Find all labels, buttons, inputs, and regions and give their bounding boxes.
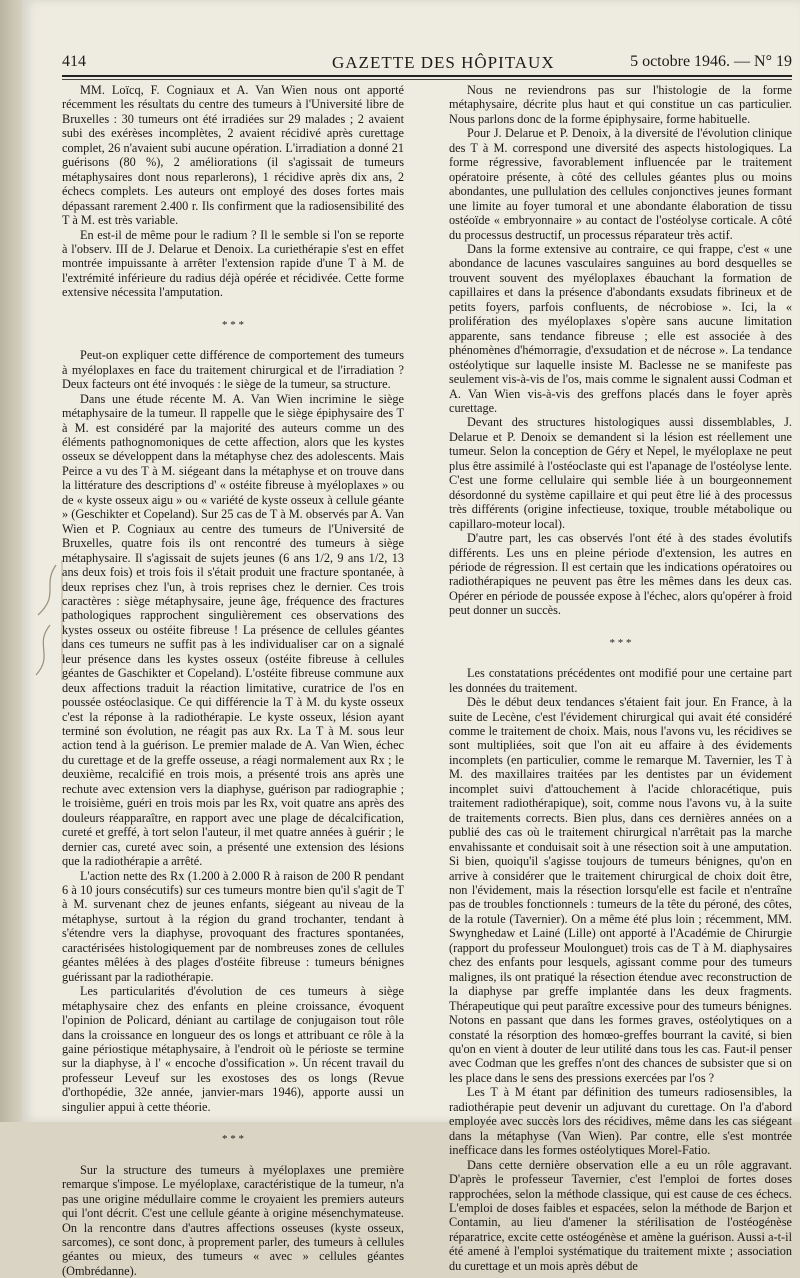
book-binding-shadow: [0, 0, 22, 1122]
paragraph: Dans une étude récente M. A. Van Wien incrimine le siège métaphysaire de la tumeur. Il rappelle que le siège épiphysaire des T à M. est considéré par la majorité des auteurs comme un des éléments pathognomoniques de cette affection, alors que les kystes osseux se développent dans la métaphyse chez des adolescents. Mais Peirce a vu des T à M. siégeant dans la métaphyse et on trouve dans la littérature des descriptions d' « ostéite fibreuse à myéloplaxes » ou de « kyste osseux aigu » ou « variété de kyste osseux à cellule géante » (Geschikter et Copeland). Sur 25 cas de T à M. observés par A. Van Wien et P. Cogniaux au centre des tumeurs de l'Université de Bruxelles, quatre fois ils ont rencontré des tumeurs à siège métaphysaire. Il s'agissait de sujets jeunes (6 ans 1/2, 9 ans 1/2, 13 ans deux fois) et trois fois il s'était produit une fracture spontanée, à deux reprises chez l'un, à trois reprises chez le dernier. Ces trois caractères : siège métaphysaire, jeune âge, fréquence des fractures pathologiques rapprochent singulièrement ces observations des kystes osseux ou ostéite fibreuse ! La présence de cellules géantes dans ces tumeurs ne suffit pas à les individualiser car on a signalé leur présence dans les kystes osseux (ostéite fibreuse à cellules géantes de Gaschikter et Copeland). L'ostéite fibreuse commune aux deux affections traduit la réaction limitative, curatrice de l'os en poussée ostéoclasique. Ce qui différencie la T à M. du kyste osseux c'est la réponse à la radiothérapie. Le kyste osseux, lésion ayant terminé son évolution, ne réagit pas aux Rx. La T à M. sous leur action tend à la guérison. Le premier malade de A. Van Wien, échec du curettage et de la greffe osseuse, a réagi normalement aux Rx ; le deuxième, recalcifié en trois mois, a présenté trois ans après une rechute avec extension vers la diaphyse, guérison par radiographie ; le troisième, guéri en trois mois par les Rx, voit quatre ans après des douleurs réapparaître, en rapport avec une plage de décalcification, cureté et greffé, à tort selon l'auteur, il met quatre années à guérir ; le dernier cas, cureté avec soin, a présenté une extension des lésions que la radiothérapie a arrêté.: [62, 391, 404, 869]
paragraph: D'autre part, les cas observés l'ont été à des stades évolutifs différents. Les uns en pleine période d'extension, les autres en période de régression. Il est certain que les indications opératoires ou radiothérapiques ne peuvent pas être les mêmes dans les deux cas. Opérer en période de poussée expose à l'échec, alors qu'opérer à froid peut donner un succès.: [449, 531, 792, 618]
paragraph: En est-il de même pour le radium ? Il le semble si l'on se reporte à l'observ. III de J. Delarue et Denoix. La curiethérapie s'est en effet montrée impuissante à arrêter l'extension rapide d'une T à M. de l'extrémité inférieure du radius déjà opérée et récidivée. Cette forme extensive nécessita l'amputation.: [62, 227, 404, 300]
paragraph: Nous ne reviendrons pas sur l'histologie de la forme métaphysaire, décrite plus haut et qui constitue un cas particulier. Nous parlons donc de la forme épiphysaire, forme habituelle.: [449, 83, 792, 126]
paragraph: Les particularités d'évolution de ces tumeurs à siège métaphysaire chez des enfants en pleine croissance, évoquent l'opinion de Policard, déniant au cartilage de conjugaison tout rôle dans la croissance en longueur des os longs et attribuant ce rôle à la gaine périostique métaphysaire, à l'endroit où le périoste se termine sur la diaphyse, à l' « encoche d'ossification ». Un récent travail du professeur Leveuf sur les exostoses des os longs (Revue d'orthopédie, 32e année, janvier-mars 1946), apporte aussi un singulier appui à cette théorie.: [62, 984, 404, 1114]
paragraph: Dès le début deux tendances s'étaient fait jour. En France, à la suite de Lecène, c'est l'évidement chirurgical qui avait été considéré comme le traitement de choix. Mais, nous l'avons vu, les récidives se sont multipliées, soit que l'on ait eu affaire à des évidements incomplets (en particulier, comme le remarque M. Tavernier, les T à M. des maxillaires traitées par les dentistes par un évidement incomplet suivi d'attouchement à l'acide chloracétique, puis traitement radiothérapique), soit, comme nous l'avons vu, à la suite de traitements corrects. Bien plus, dans ces dernières années on a publié des cas où le traitement chirurgical n'arrêtait pas la marche envahissante et conduisait soit à une résection soit à une amputation. Si bien, quoiqu'il s'agisse toujours de tumeurs bénignes, qu'on en arrive à considérer que le traitement chirurgical de choix doit être, non l'évidement, mais la résection lorsqu'elle est facile et n'entraîne pas de troubles fonctionnels : tumeurs de la tête du péroné, des côtes, de la rotule (Tavernier). On a même été plus loin ; récemment, MM. Swynghedaw et Lainé (Lille) ont apporté à l'Académie de Chirurgie (rapport du professeur Moulonguet) trois cas de T à M. diaphysaires chez des enfants pour lesquels, agissant comme pour des tumeurs malignes, ils ont pratiqué la résection étendue avec reconstruction de la diaphyse par greffe implantée dans les deux fragments. Thérapeutique qui peut paraître excessive pour des tumeurs bénignes. Notons en passant que dans les formes graves, ostéolytiques on a constaté la résorption des homœo-greffes bourrant la cavité, si bien qu'on en vient à douter de leur utilité dans tous les cas. Faut-il penser avec Codman que les greffes n'ont des chances de subsister que si on les place dans le sens des pressions exercées par l'os ?: [449, 695, 792, 1085]
page-number: 414: [62, 53, 86, 70]
pencil-annotation-mark: [30, 555, 66, 685]
paragraph: L'action nette des Rx (1.200 à 2.000 R à raison de 200 R pendant 6 à 10 jours consécutifs) sur ces tumeurs montre bien qu'il s'agit de T à M. survenant chez de jeunes enfants, siégeant au niveau de la métaphyse, surtout à la région du grand trochanter, tendant à s'étendre vers la diaphyse, provoquant des fractures spontanées, caractérisées histologiquement par de nombreuses zones de cellules géantes mêlées à des plages d'ostéite fibreuse : tumeurs bénignes guérissant par la radiothérapie.: [62, 868, 404, 984]
header-rule: [62, 75, 792, 77]
right-column: [449, 83, 792, 1273]
paragraph: Les T à M étant par définition des tumeurs radiosensibles, la radiothérapie peut devenir un adjuvant du curettage. On l'a d'abord employée avec succès lors des récidives, même dans les cas siégeant dans la métaphyse (Van Wien). Par contre, elle s'est montrée inefficace dans les formes ostéolytiques Morel-Fatio.: [449, 1085, 792, 1158]
paragraph: Dans la forme extensive au contraire, ce qui frappe, c'est « une abondance de lacunes vasculaires sanguines au bord desquelles se trouvent souvent des myéloplaxes ébauchant la formation de capillaires et dans la présence d'abondants exsudats fibrineux et de petits foyers, parfois confluents, de nécrobiose ». Ici, la « prolifération des myéloplaxes s'opère sans aucune limitation apparente, sans tendance fibreuse ; elle est associée à des phénomènes d'hémorragie, d'exsudation et de nécrose ». La tendance ostéolytique sur laquelle insiste M. Baclesse ne se manifeste pas seulement vis-à-vis de l'os, mais comme le signalent aussi Codman et A. Van Wien vis-à-vis des greffons placés dans le foyer après curettage.: [449, 241, 792, 415]
header-rule-thin: [62, 79, 792, 80]
paragraph: Dans cette dernière observation elle a eu un rôle aggravant. D'après le professeur Tavernier, c'est l'emploi de fortes doses rapprochées, selon la méthode classique, qui est cause de ces échecs. L'emploi de doses faibles et espacées, selon la méthode de Barjon et Contamin, au lieu d'amener la stérilisation de l'ostéogénèse réparatrice, excite cette ostéogénèse et amène la guérison. Aussi a-t-il été amené à l'emploi systématique du traitement mixte ; association du curettage et un mois après début de: [449, 1157, 792, 1273]
section-separator-asterism: * * *: [609, 636, 632, 649]
paragraph: Sur la structure des tumeurs à myéloplaxes une première remarque s'impose. Le myéloplaxe, caractéristique de la tumeur, n'a pas une origine médullaire comme le croyaient les premiers auteurs qui l'ont décrit. C'est une cellule géante à origine mésenchymateuse. On la rencontre dans d'autres affections osseuses (kyste osseux, sarcomes), ce sont donc, à proprement parler, des tumeurs à cellules géantes ou mieux, des tumeurs « avec » cellules géantes (Ombrédanne).: [62, 1162, 404, 1278]
issue-date: 5 octobre 1946. — N° 19: [630, 53, 792, 70]
paragraph: Devant des structures histologiques aussi dissemblables, J. Delarue et P. Denoix se demandent si la lésion est réellement une tumeur. Selon la conception de Géry et Nepel, le myéloplaxe ne peut plus être assimilé à l'ostéoclaste qui est l'apanage de l'ostéolyse lente. C'est une forme cellulaire qui semble liée à un bourgeonnement désordonné du système capillaire et qui peut être lié à des processus très différents (origine infectieuse, toxique, trouble métabolique ou capillaro-moteur local).: [449, 415, 792, 531]
paragraph: MM. Loïcq, F. Cogniaux et A. Van Wien nous ont apporté récemment les résultats du centre des tumeurs à l'Université libre de Bruxelles : 30 tumeurs ont été irradiées sur 29 malades ; 2 avaient subi des exérèses incomplètes, 2 avaient récidivé après curettage complet, 26 n'avaient subi aucune opération. L'irradiation a donné 21 guérisons (80 %), 2 améliorations (il s'agissait de tumeurs métaphysaires dont nous reparlerons), 1 récidive après dix ans, 2 échecs complets. Les auteurs ont employé des doses fortes mais dépassant rarement 2.400 r. Ils confirment que la radiosensibilité des T à M. est très variable.: [62, 83, 404, 228]
section-separator-asterism: * * *: [222, 318, 244, 331]
paragraph: Pour J. Delarue et P. Denoix, à la diversité de l'évolution clinique des T à M. correspond une diversité des aspects histologiques. La forme régressive, favorablement influencée par le traitement opératoire présente, à côté des cellules géantes plus ou moins abondantes, une pullulation des cellules conjonctives jeunes formant une limite au foyer tumoral et une abondante élaboration de tissu ostéoïde « embryonnaire » au contact de l'ostéolyse corticale. A côté du processus destructif, un processus réparateur très actif.: [449, 126, 792, 242]
journal-title: GAZETTE DES HÔPITAUX: [332, 53, 555, 72]
left-column: [62, 83, 404, 1278]
paragraph: Peut-on expliquer cette différence de comportement des tumeurs à myéloplaxes en face du traitement chirurgical et de l'irradiation ? Deux facteurs ont été invoqués : le siège de la tumeur, sa structure.: [62, 348, 404, 392]
page-header: [62, 53, 792, 73]
paragraph: Les constatations précédentes ont modifié pour une certaine part les données du traitement.: [449, 666, 792, 695]
section-separator-asterism: * * *: [222, 1133, 244, 1146]
